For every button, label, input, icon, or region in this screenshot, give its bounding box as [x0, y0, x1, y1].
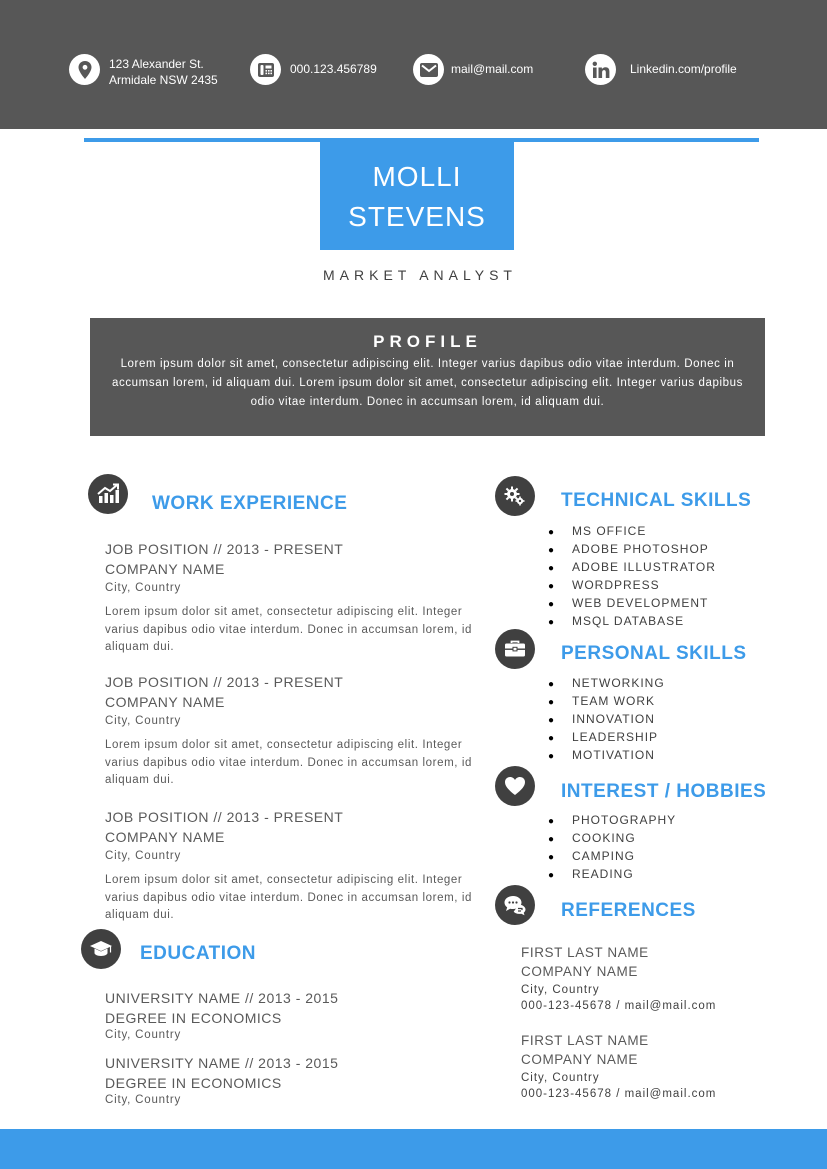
university-name: UNIVERSITY NAME // 2013 - 2015 — [105, 990, 339, 1006]
list-item: ● COOKING — [548, 830, 676, 848]
profile-section — [90, 318, 765, 436]
job-description: Lorem ipsum dolor sit amet, consectetur adipiscing elit. Integer varius dapibus odio vitae interdum. Donec in accumsan lorem, id aliquam dui. — [105, 874, 472, 921]
heart-icon — [495, 766, 535, 806]
reference-company: COMPANY NAME — [521, 1052, 638, 1067]
personal-skills-list — [548, 675, 665, 765]
work-entry — [105, 807, 475, 925]
hobbies-list — [548, 812, 676, 884]
university-name: UNIVERSITY NAME // 2013 - 2015 — [105, 1055, 339, 1071]
linkedin-contact — [585, 54, 737, 85]
list-item: ● LEADERSHIP — [548, 729, 665, 747]
list-item: ● WORDPRESS — [548, 577, 716, 595]
degree: DEGREE IN ECONOMICS — [105, 1075, 282, 1091]
list-item: ● WEB DEVELOPMENT — [548, 595, 716, 613]
linkedin-url[interactable]: Linkedin.com/profile — [630, 62, 737, 76]
job-location: City, Country — [105, 850, 182, 862]
address-line-1: 123 Alexander St. — [109, 57, 204, 71]
reference-entry — [521, 943, 811, 1014]
list-item: ● CAMPING — [548, 848, 676, 866]
list-item: ● TEAM WORK — [548, 693, 665, 711]
personal-skills-title: PERSONAL SKILLS — [561, 643, 747, 664]
briefcase-icon — [495, 629, 535, 669]
references-title: REFERENCES — [561, 900, 696, 921]
company-name: COMPANY NAME — [105, 694, 225, 710]
phone-number: 000.123.456789 — [290, 62, 377, 76]
reference-location: City, Country — [521, 984, 600, 996]
list-item: ● PHOTOGRAPHY — [548, 812, 676, 830]
reference-name: FIRST LAST NAME — [521, 945, 649, 960]
phone-icon — [250, 54, 281, 85]
reference-contact: 000-123-45678 / mail@mail.com — [521, 1088, 717, 1100]
contact-bar — [0, 0, 827, 129]
address-contact — [69, 54, 218, 88]
job-position: JOB POSITION // 2013 - PRESENT — [105, 809, 344, 825]
phone-contact — [250, 54, 377, 85]
hobbies-title: INTEREST / HOBBIES — [561, 781, 767, 802]
email-icon — [413, 54, 444, 85]
reference-company: COMPANY NAME — [521, 964, 638, 979]
work-experience-title: WORK EXPERIENCE — [152, 493, 348, 514]
list-item: ● MS OFFICE — [548, 523, 716, 541]
work-entry — [105, 539, 475, 657]
education-title: EDUCATION — [140, 943, 257, 964]
footer-bar — [0, 1129, 827, 1169]
address-line-2: Armidale NSW 2435 — [109, 73, 218, 87]
education-location: City, Country — [105, 1094, 182, 1106]
list-item: ● ADOBE PHOTOSHOP — [548, 541, 716, 559]
education-entry — [105, 988, 475, 1042]
first-name: MOLLI — [372, 161, 462, 192]
education-location: City, Country — [105, 1029, 182, 1041]
linkedin-icon — [585, 54, 616, 85]
list-item: ● NETWORKING — [548, 675, 665, 693]
job-description: Lorem ipsum dolor sit amet, consectetur adipiscing elit. Integer varius dapibus odio vitae interdum. Donec in accumsan lorem, id aliquam dui. — [105, 739, 472, 786]
company-name: COMPANY NAME — [105, 561, 225, 577]
job-position: JOB POSITION // 2013 - PRESENT — [105, 674, 344, 690]
reference-contact: 000-123-45678 / mail@mail.com — [521, 1000, 717, 1012]
job-location: City, Country — [105, 582, 182, 594]
list-item: ● READING — [548, 866, 676, 884]
graduation-cap-icon — [81, 929, 121, 969]
email-contact — [413, 54, 533, 85]
list-item: ● MOTIVATION — [548, 747, 665, 765]
company-name: COMPANY NAME — [105, 829, 225, 845]
name-block — [320, 142, 514, 250]
job-position: JOB POSITION // 2013 - PRESENT — [105, 541, 344, 557]
list-item: ● ADOBE ILLUSTRATOR — [548, 559, 716, 577]
reference-entry — [521, 1031, 811, 1102]
chart-icon — [88, 474, 128, 514]
list-item: ● INNOVATION — [548, 711, 665, 729]
technical-skills-title: TECHNICAL SKILLS — [561, 490, 752, 511]
technical-skills-list — [548, 523, 716, 631]
education-entry — [105, 1053, 475, 1107]
email-address[interactable]: mail@mail.com — [451, 62, 534, 76]
profile-title: PROFILE — [373, 332, 482, 351]
reference-location: City, Country — [521, 1072, 600, 1084]
degree: DEGREE IN ECONOMICS — [105, 1010, 282, 1026]
list-item: ● MSQL DATABASE — [548, 613, 716, 631]
job-location: City, Country — [105, 715, 182, 727]
job-description: Lorem ipsum dolor sit amet, consectetur adipiscing elit. Integer varius dapibus odio vitae interdum. Donec in accumsan lorem, id aliquam dui. — [105, 606, 472, 653]
location-pin-icon — [69, 54, 100, 85]
reference-name: FIRST LAST NAME — [521, 1033, 649, 1048]
chat-bubbles-icon — [495, 885, 535, 925]
gears-icon — [495, 476, 535, 516]
work-entry — [105, 672, 475, 790]
profile-text: Lorem ipsum dolor sit amet, consectetur adipiscing elit. Integer varius dapibus odio vitae interdum. Donec in accumsan lorem, id aliquam dui. Lorem ipsum dolor sit amet, consectetur adipiscing elit. Integer varius dapibus odio vitae interdum. Donec in accumsan lorem, id aliquam dui. — [111, 358, 743, 408]
job-title: MARKET ANALYST — [323, 267, 517, 283]
last-name: STEVENS — [348, 201, 486, 232]
